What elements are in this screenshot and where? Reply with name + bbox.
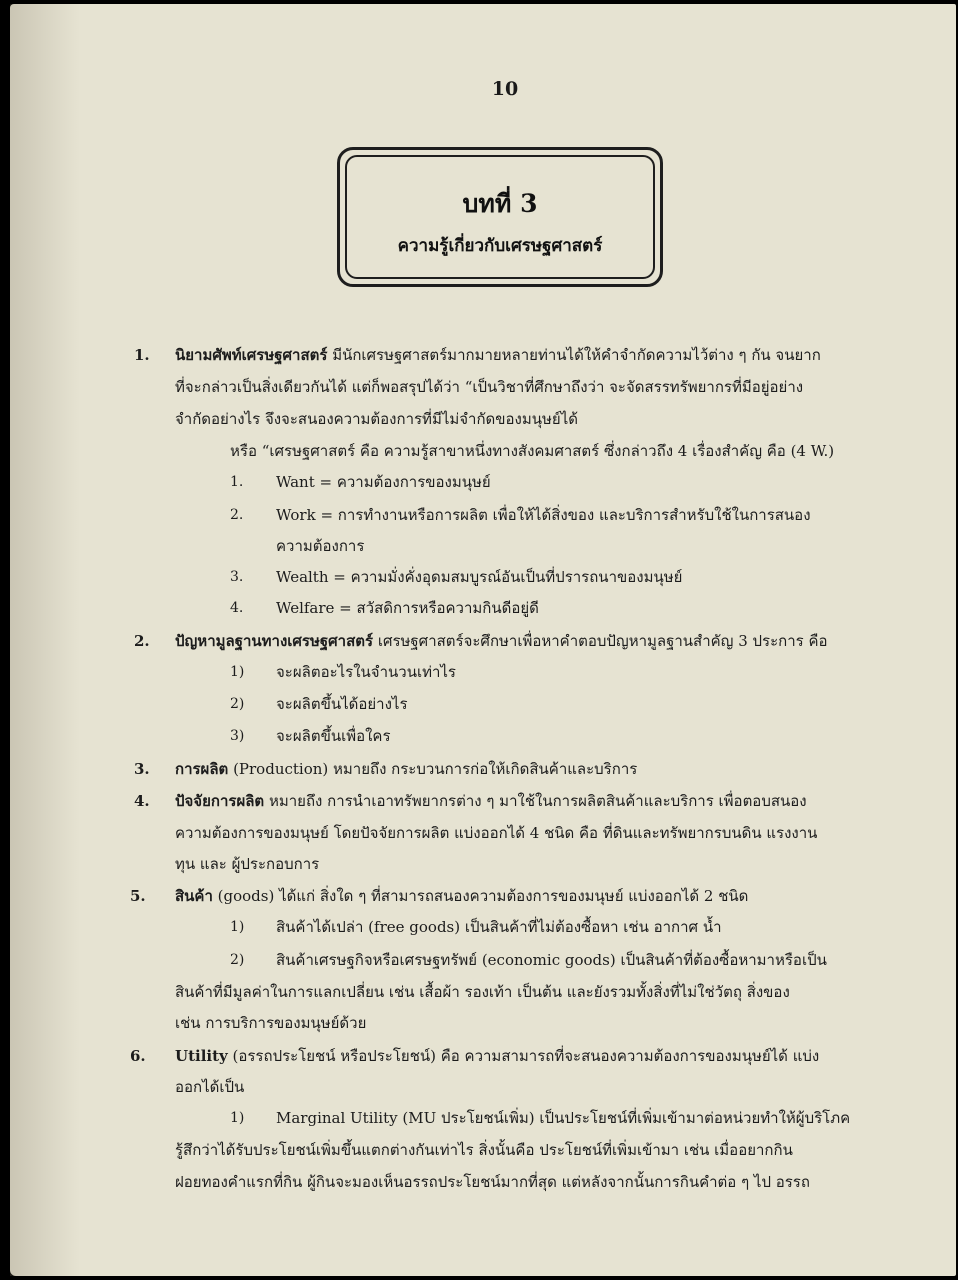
- section-2-item-text: จะผลิตขึ้นได้อย่างไร: [276, 695, 408, 713]
- section-5-line-1: [175, 886, 748, 906]
- section-2-term: ปัญหามูลฐานทางเศรษฐศาสตร์: [175, 632, 374, 650]
- section-2-item-text: จะผลิตอะไรในจำนวนเท่าไร: [276, 663, 456, 681]
- section-1-item-text: ความต้องการ: [276, 537, 365, 555]
- section-5-text: (goods) ได้แก่ สิ่งใด ๆ ที่สามารถสนองความต้องการของมนุษย์ แบ่งออกได้ 2 ชนิด: [212, 887, 749, 905]
- section-6-number: 6.: [130, 1047, 146, 1065]
- page-edge-shadow: [10, 4, 80, 1276]
- page-number: 10: [491, 78, 519, 100]
- section-6-item-number: 1): [230, 1110, 245, 1126]
- section-1-line-3: จำกัดอย่างไร จึงจะสนองความต้องการที่มีไม่จำกัดของมนุษย์ได้: [175, 410, 578, 428]
- section-5-line-3: เช่น การบริการของมนุษย์ด้วย: [175, 1014, 367, 1032]
- section-1-number: 1.: [134, 346, 150, 364]
- section-6-line-4: ฝอยทองคำแรกที่กิน ผู้กินจะมองเห็นอรรถประโยชน์มากที่สุด แต่หลังจากนั้นการกินคำต่อ ๆ ไป อรรถ: [175, 1173, 810, 1191]
- section-5-term: สินค้า: [175, 887, 213, 905]
- section-1-item-number: 1.: [230, 474, 244, 490]
- section-2-number: 2.: [134, 632, 150, 650]
- section-1-item-number: 4.: [230, 600, 244, 616]
- section-6-line-3: รู้สึกว่าได้รับประโยชน์เพิ่มขึ้นแตกต่างกันเท่าไร สิ่งนั้นคือ ประโยชน์ที่เพิ่มเข้ามา เช่น เมื่ออยากกิน: [175, 1141, 793, 1159]
- section-5-number: 5.: [130, 887, 146, 905]
- section-4-line-2: ความต้องการของมนุษย์ โดยปัจจัยการผลิต แบ่งออกได้ 4 ชนิด คือ ที่ดินและทรัพยากรบนดิน แรงงาน: [175, 824, 818, 842]
- section-6-text: (อรรถประโยชน์ หรือประโยชน์) คือ ความสามารถที่จะสนองความต้องการของมนุษย์ได้ แบ่ง: [227, 1047, 820, 1065]
- section-1-text: มีนักเศรษฐศาสตร์มากมายหลายท่านได้ให้คำจำกัดความไว้ต่าง ๆ กัน จนยาก: [327, 346, 821, 364]
- section-6-line-1: [175, 1046, 819, 1066]
- section-5-item-number: 1): [230, 919, 245, 935]
- section-1-item-number: 3.: [230, 569, 244, 585]
- section-4-line-3: ทุน และ ผู้ประกอบการ: [175, 855, 320, 873]
- section-1-line-2: ที่จะกล่าวเป็นสิ่งเดียวกันได้ แต่ก็พอสรุปได้ว่า “เป็นวิชาที่ศึกษาถึงว่า จะจัดสรรทรัพยากรที่มีอยู่อย่าง: [175, 378, 804, 396]
- chapter-heading-box: [337, 147, 663, 287]
- section-2-line-1: [175, 631, 828, 651]
- section-3-term: การผลิต: [175, 760, 229, 778]
- section-3-line-1: [175, 759, 637, 779]
- section-1-item-text: Want = ความต้องการของมนุษย์: [276, 473, 491, 491]
- section-1-line-1: [175, 345, 821, 365]
- section-2-text: เศรษฐศาสตร์จะศึกษาเพื่อหาคำตอบปัญหามูลฐานสำคัญ 3 ประการ คือ: [373, 632, 828, 650]
- section-4-number: 4.: [134, 792, 150, 810]
- section-1-item-text: Work = การทำงานหรือการผลิต เพื่อให้ได้สิ่งของ และบริการสำหรับใช้ในการสนอง: [276, 506, 811, 524]
- chapter-subtitle: ความรู้เกี่ยวกับเศรษฐศาสตร์: [397, 236, 603, 256]
- section-2-item-text: จะผลิตขึ้นเพื่อใคร: [276, 727, 391, 745]
- section-4-line-1: [175, 791, 807, 811]
- section-6-item-text: Marginal Utility (MU ประโยชน์เพิ่ม) เป็นประโยชน์ที่เพิ่มเข้ามาต่อหน่วยทำให้ผู้บริโภค: [276, 1109, 851, 1127]
- section-1-item-text: Welfare = สวัสดิการหรือความกินดีอยู่ดี: [276, 599, 539, 617]
- section-3-text: (Production) หมายถึง กระบวนการก่อให้เกิดสินค้าและบริการ: [228, 760, 638, 778]
- section-1-line-4: หรือ “เศรษฐศาสตร์ คือ ความรู้สาขาหนึ่งทางสังคมศาสตร์ ซึ่งกล่าวถึง 4 เรื่องสำคัญ คือ (4 W.): [230, 442, 835, 460]
- section-5-item-text: สินค้าเศรษฐกิจหรือเศรษฐทรัพย์ (economic goods) เป็นสินค้าที่ต้องซื้อหามาหรือเป็น: [276, 951, 827, 969]
- section-1-term: นิยามศัพท์เศรษฐศาสตร์: [175, 346, 328, 364]
- section-5-item-number: 2): [230, 952, 245, 968]
- section-1-item-number: 2.: [230, 507, 244, 523]
- section-4-term: ปัจจัยการผลิต: [175, 792, 265, 810]
- chapter-title: บทที่ 3: [462, 189, 538, 218]
- section-5-item-text: สินค้าได้เปล่า (free goods) เป็นสินค้าที่ไม่ต้องซื้อหา เช่น อากาศ น้ำ: [276, 918, 722, 936]
- section-6-term: Utility: [175, 1047, 228, 1065]
- section-2-item-number: 1): [230, 664, 245, 680]
- section-1-item-text: Wealth = ความมั่งคั่งอุดมสมบูรณ์อันเป็นที่ปรารถนาของมนุษย์: [276, 568, 683, 586]
- section-4-text: หมายถึง การนำเอาทรัพยากรต่าง ๆ มาใช้ในการผลิตสินค้าและบริการ เพื่อตอบสนอง: [264, 792, 807, 810]
- section-6-line-2: ออกได้เป็น: [175, 1078, 245, 1096]
- section-2-item-number: 2): [230, 696, 245, 712]
- section-5-line-2: สินค้าที่มีมูลค่าในการแลกเปลี่ยน เช่น เสื้อผ้า รองเท้า เป็นต้น และยังรวมทั้งสิ่งที่ไม่ใช่วัตถุ สิ่งของ: [175, 983, 790, 1001]
- section-3-number: 3.: [134, 760, 150, 778]
- section-2-item-number: 3): [230, 728, 245, 744]
